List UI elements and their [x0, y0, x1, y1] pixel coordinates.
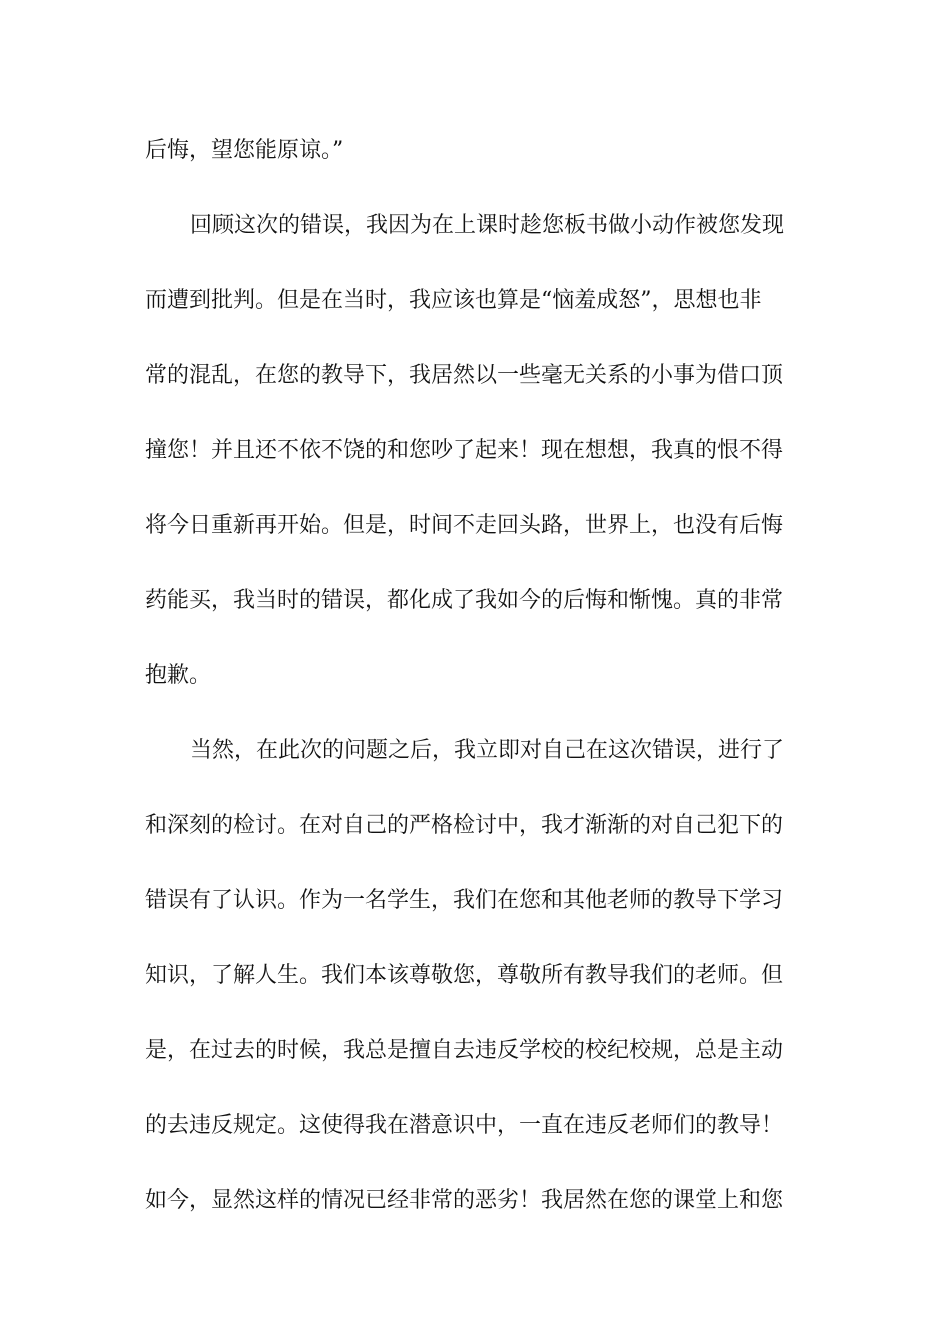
text-line: 知识，了解人生。我们本该尊敬您，尊敬所有教导我们的老师。但	[145, 963, 784, 988]
text-line: 撞您！并且还不依不饶的和您吵了起来！现在想想，我真的恨不得	[145, 438, 784, 463]
text-line: 常的混乱，在您的教导下，我居然以一些毫无关系的小事为借口顶	[145, 363, 784, 388]
text-line: 将今日重新再开始。但是，时间不走回头路，世界上，也没有后悔	[145, 513, 784, 538]
paragraph-first-line: 当然，在此次的问题之后，我立即对自己在这次错误，进行了	[190, 738, 785, 763]
paragraph-first-line: 回顾这次的错误，我因为在上课时趁您板书做小动作被您发现	[190, 213, 785, 238]
text-line: 如今，显然这样的情况已经非常的恶劣！我居然在您的课堂上和您	[145, 1188, 784, 1213]
text-line: 是，在过去的时候，我总是擅自去违反学校的校纪校规，总是主动	[145, 1038, 784, 1063]
text-line: 和深刻的检讨。在对自己的严格检讨中，我才渐渐的对自己犯下的	[145, 813, 784, 838]
text-line: 的去违反规定。这使得我在潜意识中，一直在违反老师们的教导！	[145, 1113, 784, 1138]
text-line: 而遭到批判。但是在当时，我应该也算是“恼羞成怒”，思想也非	[145, 288, 762, 313]
text-line: 药能买，我当时的错误，都化成了我如今的后悔和惭愧。真的非常	[145, 588, 784, 613]
text-line: 错误有了认识。作为一名学生，我们在您和其他老师的教导下学习	[145, 888, 784, 913]
text-line: 抱歉。	[145, 663, 212, 688]
text-line: 后悔，望您能原谅。”	[145, 138, 344, 163]
